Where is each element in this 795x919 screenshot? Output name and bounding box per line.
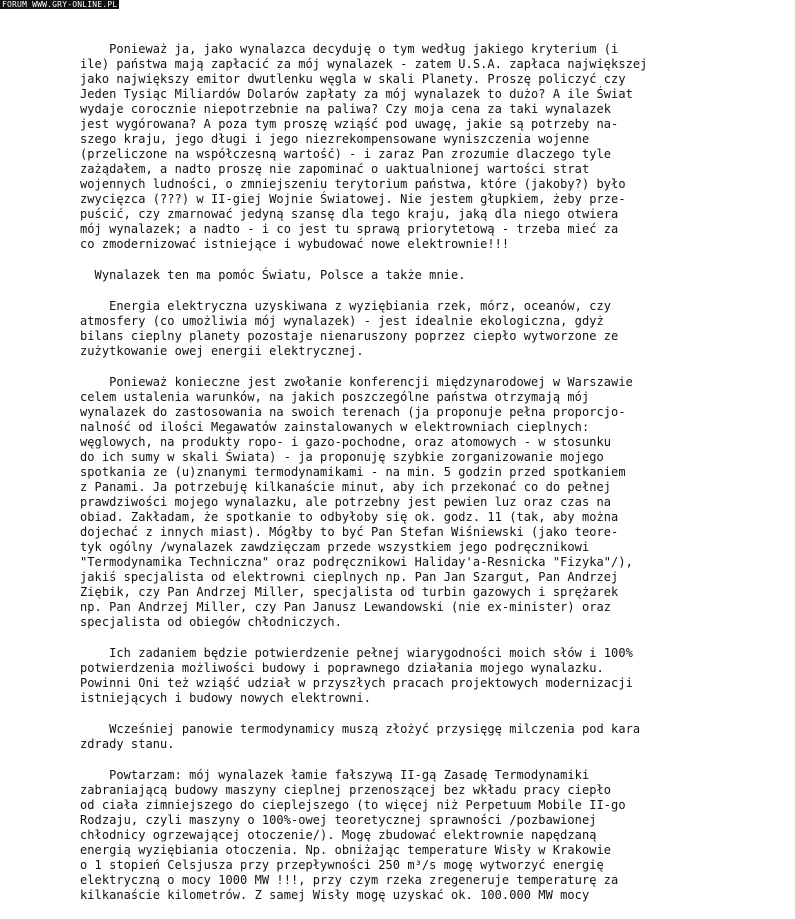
text-line: co zmodernizować istniejące i wybudować nowe elektrownie!!! (80, 237, 510, 251)
text-line: elektryczną o mocy 1000 MW !!!, przy czym rzeka zregeneruje temperaturę za (80, 873, 619, 887)
paragraph-price-criteria (80, 42, 720, 252)
text-line: wojennych ludności, o zmniejszeniu terytorium państwa, które (jakoby?) było (80, 177, 626, 191)
text-line: dojechać z innych miast). Mógłby to być Pan Stefan Wiśniewski (jako teore- (80, 525, 619, 539)
text-line: jest wygórowana? A poza tym proszę wziąść pod uwagę, jakie są potrzeby na- (80, 117, 619, 131)
text-line: potwierdzenia możliwości budowy i poprawnego działania mojego wynalazku. (80, 661, 604, 675)
text-line: energią wyziębiania otoczenia. Np. obniżając temperature Wisły w Krakowie (80, 843, 612, 857)
text-line: kilkanaście kilometrów. Z samej Wisły mogę uzyskać ok. 100.000 MW mocy (80, 888, 590, 902)
text-line: jakiś specjalista od elektrowni cieplnych np. Pan Jan Szargut, Pan Andrzej (80, 570, 619, 584)
text-line: obiad. Zakładam, że spotkanie to odbyłoby się ok. godz. 11 (tak, aby można (80, 510, 619, 524)
text-line: istniejących i budowy nowych elektrowni. (80, 691, 371, 705)
text-line: prawdziwości mojego wynalazku, ale potrzebny jest pewien luz oraz czas na (80, 495, 612, 509)
text-line: Powinni Oni też wziąść udział w przyszłych pracach projektowych modernizacji (80, 676, 633, 690)
paragraph-invention-helps (80, 268, 720, 283)
text-line: Ponieważ ja, jako wynalazca decyduję o tym według jakiego kryterium (i (80, 42, 619, 56)
text-line: Energia elektryczna uzyskiwana z wyziębiania rzek, mórz, oceanów, czy (80, 299, 612, 313)
text-line: Jeden Tysiąc Miliardów Dolarów zapłaty za mój wynalazek to dużo? A ile Świat (80, 87, 633, 101)
text-line: zażądałem, a nadto proszę nie zapominać o uaktualnionej wartości strat (80, 162, 590, 176)
text-line: tyk ogólny /wynalazek zawdzięczam przede wszystkiem jego podręcznikowi (80, 540, 590, 554)
text-line: węglowych, na produkty ropo- i gazo-pochodne, oraz atomowych - w stosunku (80, 435, 612, 449)
text-line: Powtarzam: mój wynalazek łamie fałszywą II-gą Zasadę Termodynamiki (80, 768, 590, 782)
text-line: chłodnicy ogrzewającej otoczenie/). Mogę zbudować elektrownie napędzaną (80, 828, 597, 842)
document-page (80, 42, 720, 919)
paragraph-ecological-energy (80, 299, 720, 359)
paragraph-oath (80, 722, 720, 752)
text-line: o 1 stopień Celsjusza przy przepływności 250 m³/s mogę wytworzyć energię (80, 858, 604, 872)
text-line: atmosfery (co umożliwia mój wynalazek) - jest idealnie ekologiczna, gdyż (80, 314, 604, 328)
text-line: mój wynalazek; a nadto - i co jest tu sprawą priorytetową - trzeba mieć za (80, 222, 619, 236)
text-line: celem ustalenia warunków, na jakich poszczególne państwa otrzymają mój (80, 390, 590, 404)
text-line: spotkania ze (u)znanymi termodynamikami - na min. 5 godzin przed spotkaniem (80, 465, 626, 479)
text-line: puścić, czy zmarnować jedyną szansę dla tego kraju, jaką dla niego otwiera (80, 207, 619, 221)
text-line: Rodzaju, czyli maszyny o 100%-owej teoretycznej sprawności /pozbawionej (80, 813, 597, 827)
text-line: Ich zadaniem będzie potwierdzenie pełnej wiarygodności moich słów i 100% (80, 646, 633, 660)
text-line: z Panami. Ja potrzebuję kilkanaście minut, aby ich przekonać co do pełnej (80, 480, 612, 494)
text-line: np. Pan Andrzej Miller, czy Pan Janusz Lewandowski (nie ex-minister) oraz (80, 600, 612, 614)
text-line: zużytkowanie owej energii elektrycznej. (80, 344, 364, 358)
paragraph-conference (80, 375, 720, 630)
text-line: od ciała zimniejszego do cieplejszego (to więcej niż Perpetuum Mobile II-go (80, 798, 626, 812)
text-line: specjalista od obiegów chłodniczych. (80, 615, 342, 629)
text-line: jako największy emitor dwutlenku węgla w skali Planety. Proszę policzyć czy (80, 72, 626, 86)
paragraph-confirmation (80, 646, 720, 706)
text-line: Wynalazek ten ma pomóc Światu, Polsce a także mnie. (80, 268, 466, 282)
text-line: wydaje corocznie niepotrzebnie na paliwa? Czy moja cena za taki wynalazek (80, 102, 612, 116)
watermark: FORUM WWW.GRY-ONLINE.PL (2, 0, 118, 9)
text-line: zabraniającą budowy maszyny cieplnej przenoszącej bez wkładu pracy ciepło (80, 783, 612, 797)
text-line: wynalazek do zastosowania na swoich terenach (ja proponuje pełna proporcjo- (80, 405, 626, 419)
text-line: bilans cieplny planety pozostaje nienaruszony poprzez ciepło wytworzone ze (80, 329, 619, 343)
text-line: Ziębik, czy Pan Andrzej Miller, specjalista od turbin gazowych i sprężarek (80, 585, 619, 599)
text-line: (przeliczone na współczesną wartość) - i zaraz Pan zrozumie dlaczego tyle (80, 147, 612, 161)
text-line: szego kraju, jego długi i jego niezrekompensowane wyniszczenia wojenne (80, 132, 590, 146)
text-line: ile) państwa mają zapłacić za mój wynalazek - zatem U.S.A. zapłaca największej (80, 57, 648, 71)
text-line: nalność od ilości Megawatów zainstalowanych w elektrowniach cieplnych: (80, 420, 590, 434)
text-line: do ich sumy w skali Świata) - ja proponuję szybkie zorganizowanie mojego (80, 450, 604, 464)
paragraph-second-law (80, 768, 720, 903)
text-line: zwycięzca (???) w II-giej Wojnie Światowej. Nie jestem głupkiem, żeby prze- (80, 192, 626, 206)
text-line: "Termodynamika Techniczna" oraz podręcznikowi Haliday'a-Resnicka "Fizyka"/), (80, 555, 633, 569)
text-line: zdrady stanu. (80, 737, 175, 751)
text-line: Ponieważ konieczne jest zwołanie konferencji międzynarodowej w Warszawie (80, 375, 633, 389)
text-line: Wcześniej panowie termodynamicy muszą złożyć przysięgę milczenia pod kara (80, 722, 641, 736)
